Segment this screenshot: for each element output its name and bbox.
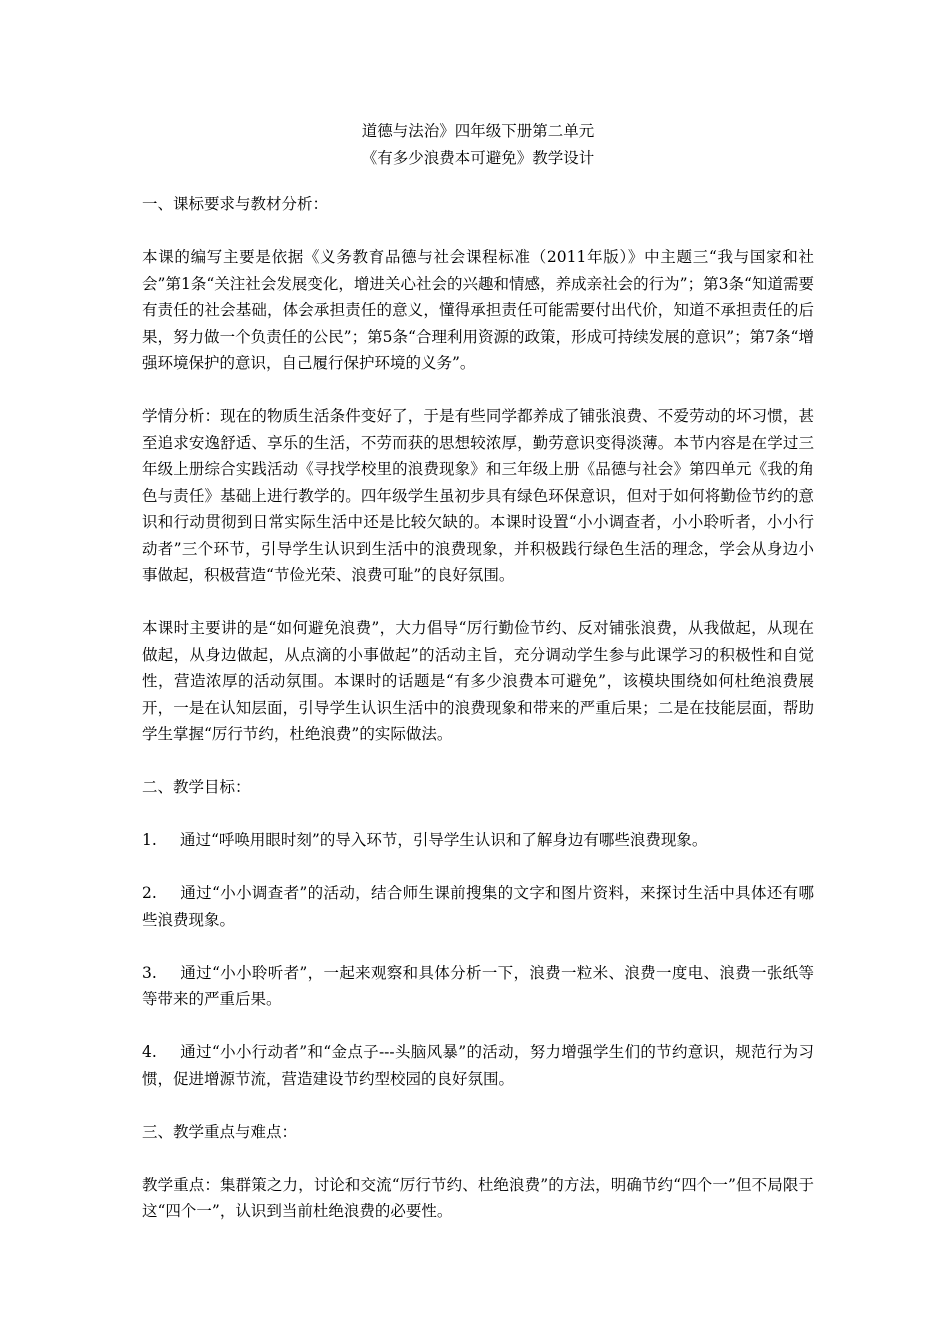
title-line-2: 《有多少浪费本可避免》教学设计 [361, 148, 595, 167]
paragraph-curriculum: 本课的编写主要是依据《义务教育品德与社会课程标准（2011年版）》中主题三“我与国家和社会”第1条“关注社会发展变化，增进关心社会的兴趣和情感，养成亲社会的行为”；第3条“知道需要有责任的社会基础，体会承担责任的意义，懂得承担责任可能需要付出代价，知道不承担责任的后果，努力做一个负责任的公民”；第5条“合理利用资源的政策，形成可持续发展的意识”；第7条“增强环境保护的意识，自己履行保护环境的义务”。 [142, 248, 814, 372]
paragraph-lesson-focus: 本课时主要讲的是“如何避免浪费”，大力倡导“厉行勤俭节约、反对铺张浪费，从我做起，从现在做起，从身边做起，从点滴的小事做起”的活动主旨，充分调动学生参与此课学习的积极性和自觉性，营造浓厚的活动氛围。本课时的话题是“有多少浪费本可避免”，该模块围绕如何杜绝浪费展开，一是在认知层面，引导学生认识生活中的浪费现象和带来的严重后果；二是在技能层面，帮助学生掌握“厉行节约，杜绝浪费”的实际做法。 [142, 619, 814, 743]
paragraph-key-points: 教学重点：集群策之力，讨论和交流“厉行节约、杜绝浪费”的方法，明确节约“四个一”但不局限于这“四个一”，认识到当前杜绝浪费的必要性。 [142, 1175, 814, 1220]
paragraph-student-analysis: 学情分析：现在的物质生活条件变好了，于是有些同学都养成了铺张浪费、不爱劳动的坏习惯，甚至追求安逸舒适、享乐的生活，不劳而获的思想较浓厚，勤劳意识变得淡薄。本节内容是在学过三年级上册综合实践活动《寻找学校里的浪费现象》和三年级上册《品德与社会》第四单元《我的角色与责任》基础上进行教学的。四年级学生虽初步具有绿色环保意识，但对于如何将勤俭节约的意识和行动贯彻到日常实际生活中还是比较欠缺的。本课时设置“小小调查者，小小聆听者，小小行动者”三个环节，引导学生认识到生活中的浪费现象，并积极践行绿色生活的理念，学会从身边小事做起，积极营造“节俭光荣、浪费可耻”的良好氛围。 [142, 407, 814, 584]
goal-item [142, 960, 814, 1013]
goal-text: 通过“小小调查者”的活动，结合师生课前搜集的文字和图片资料，来探讨生活中具体还有哪些浪费现象。 [142, 884, 814, 929]
goal-text: 通过“小小聆听者”，一起来观察和具体分析一下，浪费一粒米、浪费一度电、浪费一张纸等等带来的严重后果。 [142, 963, 814, 1008]
section-1-heading: 一、课标要求与教材分析： [142, 195, 329, 213]
document-body [142, 118, 814, 1225]
goal-number: 2. [142, 884, 157, 902]
goal-number: 3. [142, 963, 157, 982]
goal-item [142, 1039, 814, 1092]
title-line-1: 道德与法治》四年级下册第二单元 [361, 122, 595, 140]
section-2-heading: 二、教学目标： [142, 778, 251, 796]
goal-number: 1. [142, 831, 157, 849]
goal-text: 通过“小小行动者”和“金点子---头脑风暴”的活动，努力增强学生们的节约意识，规范行为习惯，促进增源节流，营造建设节约型校园的良好氛围。 [142, 1043, 814, 1088]
goal-item [142, 880, 814, 933]
goal-item [142, 827, 814, 854]
goal-text: 通过“呼唤用眼时刻”的导入环节，引导学生认识和了解身边有哪些浪费现象。 [180, 831, 708, 849]
goal-number: 4. [142, 1043, 157, 1061]
section-3-heading: 三、教学重点与难点： [142, 1122, 298, 1141]
